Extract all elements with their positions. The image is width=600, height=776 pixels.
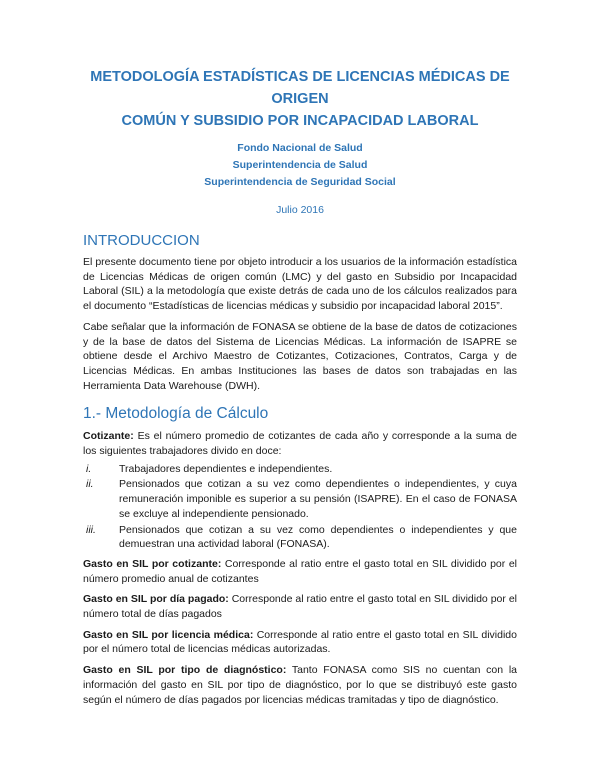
document-title xyxy=(83,66,517,132)
list-item xyxy=(83,523,517,552)
definition-gasto-por-dia-pagado xyxy=(83,592,517,621)
cotizante-term: Cotizante: xyxy=(83,430,134,443)
worker-types-list xyxy=(83,462,517,552)
heading-metodologia: 1.- Metodología de Cálculo xyxy=(83,405,269,423)
definition-term: Gasto en SIL por cotizante: xyxy=(83,557,222,570)
definition-gasto-por-tipo-diagnostico xyxy=(83,663,517,707)
list-number: iii. xyxy=(86,523,96,536)
organizations xyxy=(83,140,517,191)
intro-paragraph-1: El presente documento tiene por objeto introducir a los usuarios de la información estadística de Licencias Médicas de origen común (LMC) y del gasto en Subsidio por Incapacidad Laboral (SIL) a la metodología que existe detrás de cada uno de los cálculos realizados para el documento “Estadísticas de licencias médicas y subsidio por incapacidad laboral 2015”. xyxy=(83,256,517,313)
list-number: ii. xyxy=(86,478,94,491)
organization-fonasa: Fondo Nacional de Salud xyxy=(237,142,363,154)
title-line-1: METODOLOGÍA ESTADÍSTICAS DE LICENCIAS MÉDICAS DE ORIGEN xyxy=(90,69,510,107)
document-body xyxy=(83,66,517,707)
organization-superintendencia-seguridad-social: Superintendencia de Seguridad Social xyxy=(204,176,396,188)
cotizante-text: Es el número promedio de cotizantes de cada año y corresponde a la suma de los siguientes trabajadores divido en doce: xyxy=(83,430,517,458)
list-number: i. xyxy=(86,462,92,475)
list-text: Pensionados que cotizan a su vez como dependientes o independientes, y cuya remuneración imponible es superior a su pensión (ISAPRE). En el caso de FONASA se excluye al independiente pensionado. xyxy=(119,478,517,520)
definition-term: Gasto en SIL por día pagado: xyxy=(83,593,229,606)
definition-term: Gasto en SIL por licencia médica: xyxy=(83,628,254,641)
definition-gasto-por-licencia-medica xyxy=(83,628,517,657)
definition-text: Corresponde al ratio entre el gasto total en SIL dividido por el número promedio anual de cotizantes xyxy=(83,557,518,585)
cotizante-definition xyxy=(83,429,517,458)
organization-superintendencia-salud: Superintendencia de Salud xyxy=(232,159,368,171)
list-text: Trabajadores dependientes e independientes. xyxy=(119,462,333,475)
list-text: Pensionados que cotizan a su vez como dependientes o independientes y que demuestran una actividad laboral (FONASA). xyxy=(119,523,517,551)
heading-introduccion: INTRODUCCION xyxy=(83,232,200,249)
definition-text: Corresponde al ratio entre el gasto total en SIL dividido por el número total de días pagados xyxy=(83,593,517,621)
list-item xyxy=(83,477,517,521)
definition-text: Tanto FONASA como SIS no cuentan con la información del gasto en SIL por tipo de diagnóstico, por lo que se distribuyó este gasto según el número de días pagados por licencias médicas tramitadas y tipo de diagnóstico. xyxy=(83,664,517,706)
intro-paragraph-2: Cabe señalar que la información de FONASA se obtiene de la base de datos de cotizaciones y de la base de datos del Sistema de Licencias Médicas. La información de ISAPRE se obtiene desde el Archivo Maestro de Cotizantes, Cotizaciones, Contratos, Carga y de Licencias Médicas. En ambas Instituciones las bases de datos son trabajadas en las Herramienta Data Warehouse (DWH). xyxy=(83,320,517,392)
title-line-2: COMÚN Y SUBSIDIO POR INCAPACIDAD LABORAL xyxy=(121,113,479,129)
definition-gasto-por-cotizante xyxy=(83,557,517,586)
list-item xyxy=(83,462,517,477)
definition-term: Gasto en SIL por tipo de diagnóstico: xyxy=(83,664,287,677)
definition-text: Corresponde al ratio entre el gasto total en SIL dividido por el número total de licencias médicas autorizadas. xyxy=(83,628,517,656)
document-date: Julio 2016 xyxy=(276,204,324,216)
